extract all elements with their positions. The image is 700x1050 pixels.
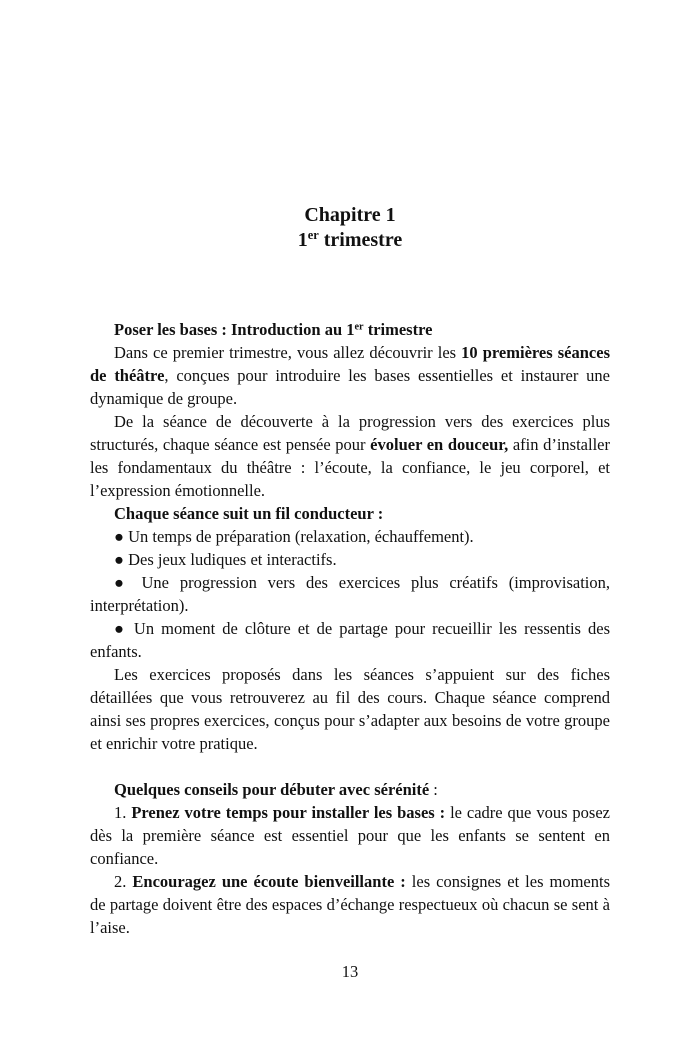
list-heading: Chaque séance suit un fil conducteur :	[114, 504, 384, 523]
tip-item	[90, 801, 610, 870]
chapter-subtitle	[0, 228, 700, 253]
bold-run: Quelques conseils pour débuter avec sérénité	[114, 780, 430, 799]
text-run: De la séance de découverte à la progression vers des exercices plus structurés, chaque séance est pensée pour	[90, 412, 610, 454]
chapter-heading	[0, 203, 700, 253]
page-number: 13	[341, 962, 359, 981]
tip-number: 1.	[114, 803, 132, 822]
bold-run: Prenez votre temps pour installer les bases :	[131, 803, 446, 822]
tip-number: 2.	[114, 872, 133, 891]
spacer	[90, 755, 610, 778]
bullet-item: ● Un moment de clôture et de partage pour recueillir les ressentis des enfants.	[90, 619, 610, 661]
paragraph-progression	[90, 410, 610, 502]
bullet-item: ● Un temps de préparation (relaxation, échauffement).	[114, 527, 474, 546]
bold-run: Encouragez une écoute bienveillante :	[132, 872, 406, 891]
bold-run: 10 premières séances de théâtre	[90, 343, 610, 385]
subtitle-ordinal: er	[307, 228, 319, 243]
text-run: le cadre que vous posez dès la première séance est essentiel pour que les enfants se sentent en confiance.	[90, 803, 610, 868]
text-run: , conçues pour introduire les bases essentielles et instaurer une dynamique de groupe.	[90, 366, 610, 408]
heading-text: Poser les bases : Introduction au 1	[114, 320, 355, 339]
heading-ordinal: er	[354, 321, 364, 333]
bold-run: évoluer en douceur,	[370, 435, 509, 454]
section-heading-tips	[90, 778, 610, 801]
chapter-title: Chapitre 1	[304, 204, 396, 226]
heading-text-end: trimestre	[363, 320, 433, 339]
body-text	[90, 318, 610, 939]
text-run: :	[429, 780, 438, 799]
paragraph-intro	[90, 341, 610, 410]
bullet-item: ● Une progression vers des exercices plus créatifs (improvisation, interprétation).	[90, 573, 610, 615]
text-run: les consignes et les moments de partage doivent être des espaces d’échange respectueux où chacun se sent à l’aise.	[90, 872, 611, 937]
paragraph-exercises: Les exercices proposés dans les séances s’appuient sur des fiches détaillées que vous retrouverez au fil des cours. Chaque séance comprend ainsi ses propres exercices, conçus pour s’adapter aux besoins de votre groupe et enrichir votre pratique.	[90, 665, 610, 753]
subtitle-text: trimestre	[318, 229, 403, 251]
tip-item	[90, 870, 610, 939]
section-heading-intro	[90, 318, 610, 341]
subtitle-number: 1	[297, 229, 308, 251]
text-run: Dans ce premier trimestre, vous allez découvrir les	[114, 343, 462, 362]
text-run: afin d’installer les fondamentaux du théâtre : l’écoute, la confiance, le jeu corporel, et l’expression émotionnelle.	[90, 435, 610, 500]
bullet-item: ● Des jeux ludiques et interactifs.	[114, 550, 337, 569]
